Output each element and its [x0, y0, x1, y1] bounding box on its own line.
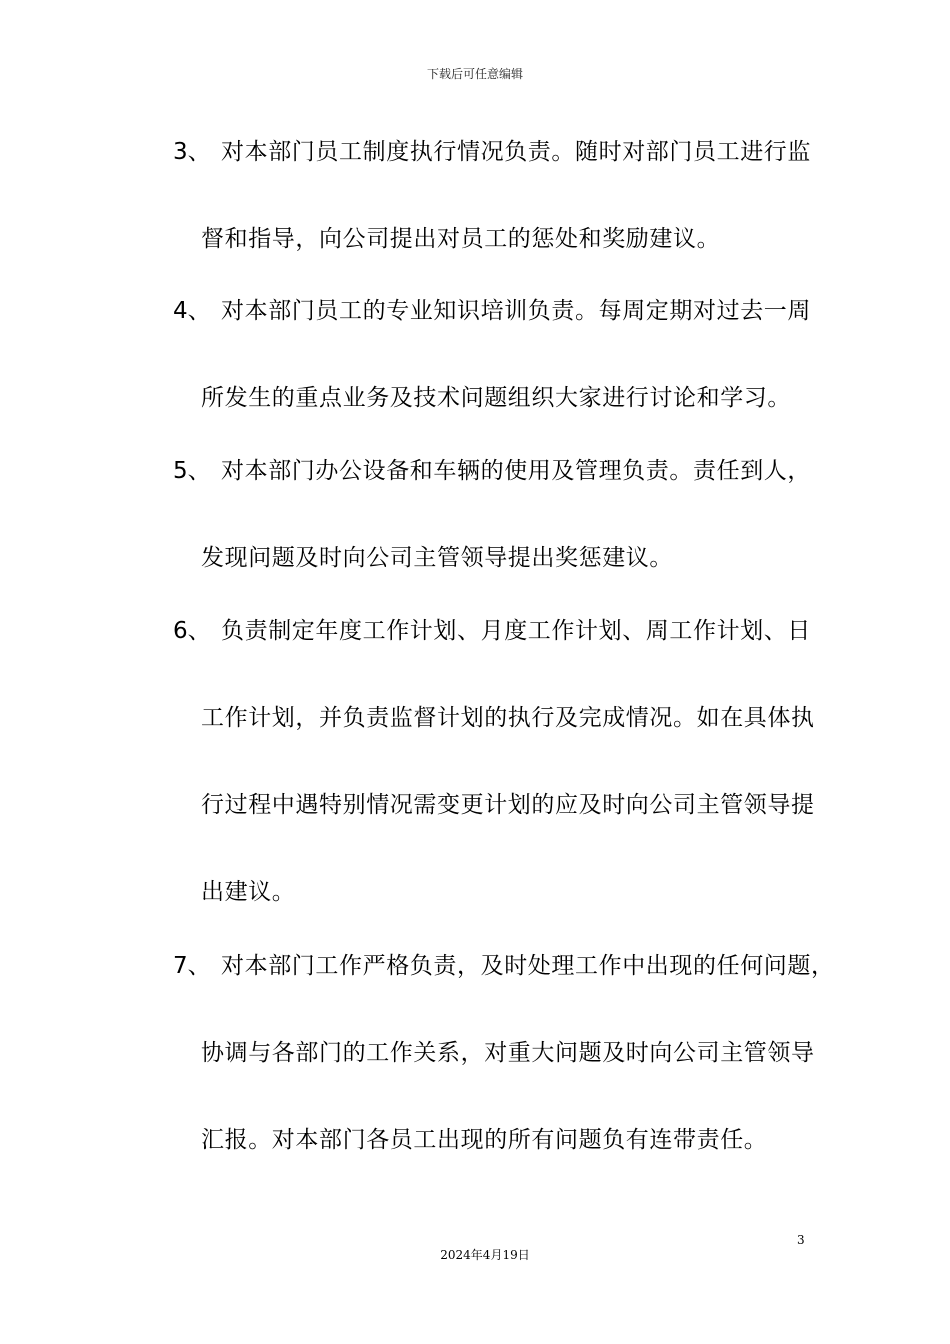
item-text-line: 对本部门员工的专业知识培训负责。每周定期对过去一周: [221, 298, 811, 324]
item-text-line: 协调与各部门的工作关系，对重大问题及时向公司主管领导: [201, 1040, 815, 1066]
page-number: 3: [797, 1233, 805, 1247]
item-number: 5、: [173, 458, 211, 484]
item-text-line: 汇报。对本部门各员工出现的所有问题负有连带责任。: [201, 1127, 768, 1153]
item-text-line: 所发生的重点业务及技术问题组织大家进行讨论和学习。: [201, 385, 791, 411]
item-text-line: 行过程中遇特别情况需变更计划的应及时向公司主管领导提: [201, 792, 815, 818]
item-number: 7、: [173, 953, 211, 979]
item-text-line: 负责制定年度工作计划、月度工作计划、周工作计划、日: [221, 618, 811, 644]
item-text-line: 出建议。: [201, 879, 296, 905]
item-text-line: 发现问题及时向公司主管领导提出奖惩建议。: [201, 545, 673, 571]
item-text-line: 对本部门办公设备和车辆的使用及管理负责。责任到人，: [221, 458, 811, 484]
page-header: 下载后可任意编辑: [426, 67, 523, 81]
item-text-line: 督和指导，向公司提出对员工的惩处和奖励建议。: [201, 226, 721, 252]
item-text-line: 对本部门工作严格负责，及时处理工作中出现的任何问题，: [221, 953, 835, 979]
item-text-line: 工作计划，并负责监督计划的执行及完成情况。如在具体执: [201, 705, 815, 731]
footer-date: 2024年4月19日: [440, 1248, 530, 1262]
item-number: 3、: [173, 139, 211, 165]
item-number: 4、: [173, 298, 211, 324]
item-text-line: 对本部门员工制度执行情况负责。随时对部门员工进行监: [221, 139, 811, 165]
item-number: 6、: [173, 618, 211, 644]
